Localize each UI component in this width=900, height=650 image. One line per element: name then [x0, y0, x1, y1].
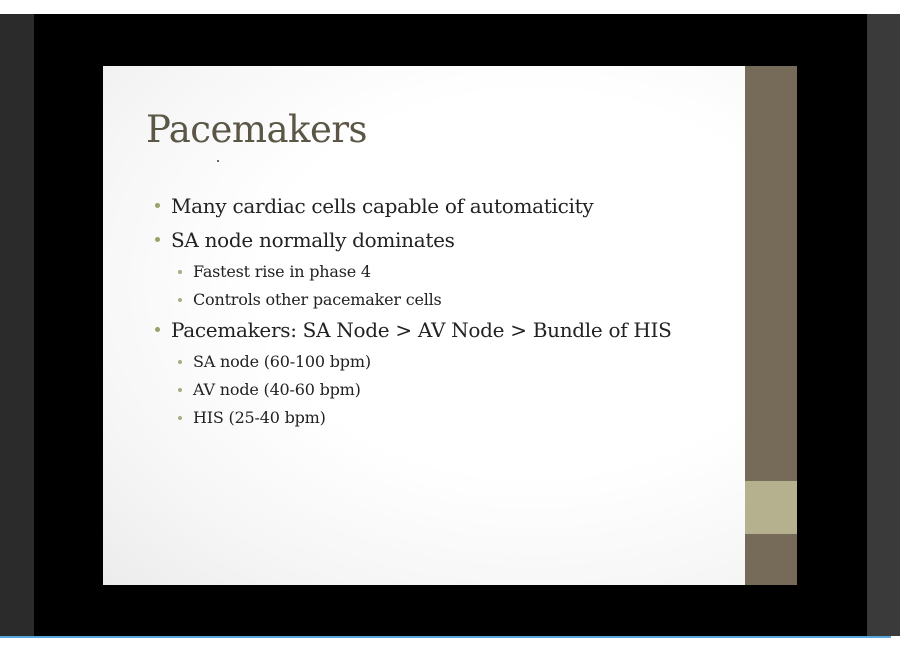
bullet-item — [153, 315, 672, 349]
bullet-text: Pacemakers: SA Node > AV Node > Bundle of HIS — [171, 318, 672, 342]
slide-sidebar-accent-block — [745, 481, 797, 534]
slide-sidebar-decoration — [745, 66, 797, 585]
sub-bullet-text: Fastest rise in phase 4 — [193, 262, 371, 281]
bullet-marker — [155, 327, 160, 332]
left-gutter — [0, 14, 34, 636]
bullet-marker — [155, 237, 160, 242]
sub-bullet-marker — [178, 360, 182, 364]
bullet-item — [153, 225, 672, 259]
sub-bullet-text: AV node (40-60 bpm) — [193, 380, 361, 399]
sub-bullet-item — [153, 349, 672, 377]
sub-bullet-marker — [178, 270, 182, 274]
slide-title: Pacemakers — [146, 108, 368, 151]
right-gutter — [867, 14, 900, 636]
sub-bullet-text: SA node (60-100 bpm) — [193, 352, 371, 371]
sub-bullet-item — [153, 377, 672, 405]
stray-mark — [217, 160, 219, 162]
bullet-item — [153, 191, 672, 225]
presentation-slide — [103, 66, 797, 585]
sub-bullet-text: HIS (25-40 bpm) — [193, 408, 326, 427]
bullet-marker — [155, 203, 160, 208]
sub-bullet-item — [153, 405, 672, 433]
sub-bullet-marker — [178, 388, 182, 392]
bullet-text: Many cardiac cells capable of automaticity — [171, 194, 594, 218]
bullet-text: SA node normally dominates — [171, 228, 455, 252]
sub-bullet-marker — [178, 298, 182, 302]
sub-bullet-item — [153, 259, 672, 287]
sub-bullet-item — [153, 287, 672, 315]
sub-bullet-text: Controls other pacemaker cells — [193, 290, 442, 309]
playback-progress-line[interactable] — [0, 636, 891, 638]
sub-bullet-marker — [178, 416, 182, 420]
slide-bullet-list — [153, 191, 672, 433]
